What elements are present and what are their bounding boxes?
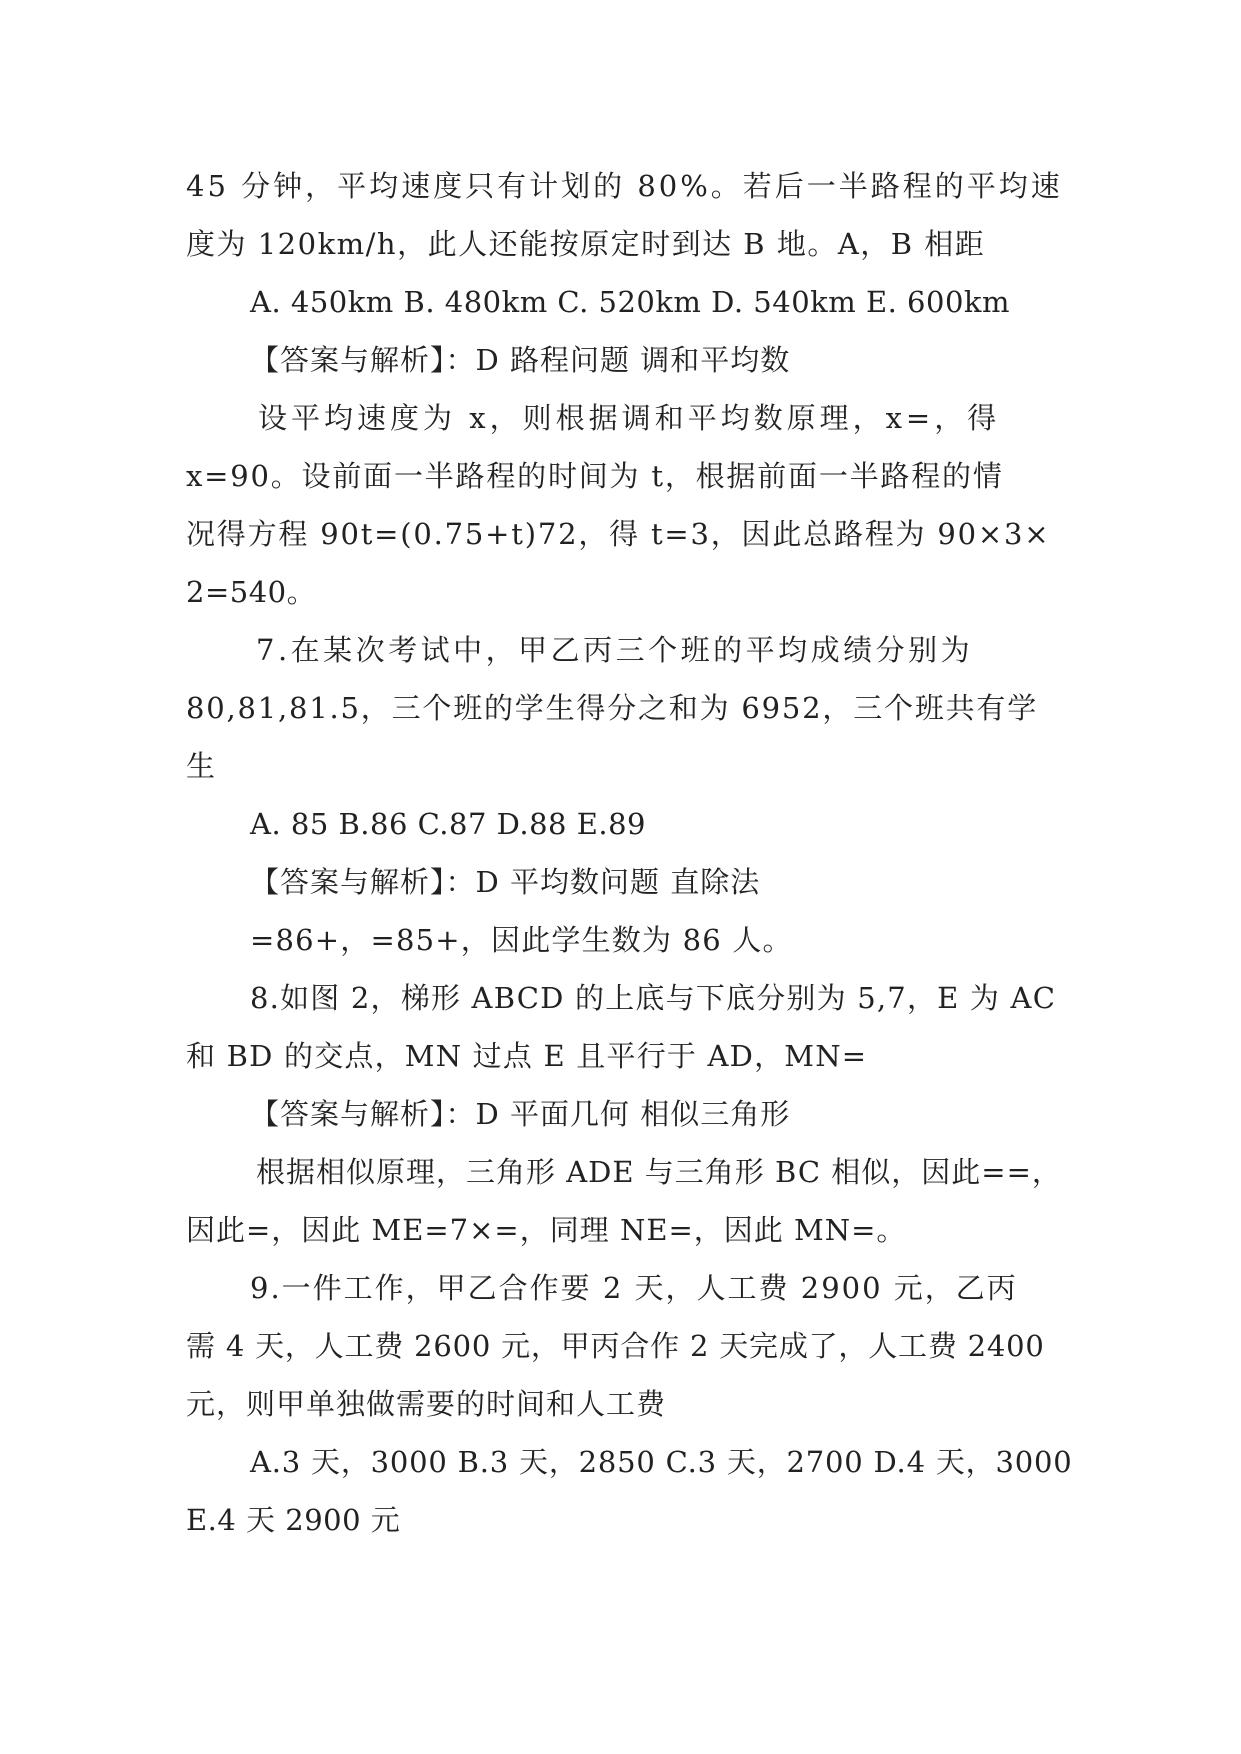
text-line: 设平均速度为 x，则根据调和平均数原理，x=，得 [258, 401, 1001, 435]
text-line: 80,81,81.5，三个班的学生得分之和为 6952，三个班共有学 [186, 691, 1039, 725]
answer-options: A. 450km B. 480km C. 520km D. 540km E. 600km [250, 285, 1010, 319]
text-line: x=90。设前面一半路程的时间为 t，根据前面一半路程的情 [186, 459, 1004, 493]
text-line: 度为 120km/h，此人还能按原定时到达 B 地。A，B 相距 [186, 227, 986, 261]
question-8: 8.如图 2，梯形 ABCD 的上底与下底分别为 5,7，E 为 AC [250, 981, 1057, 1015]
text-line: 因此=，因此 ME=7×=，同理 NE=，因此 MN=。 [186, 1213, 907, 1247]
text-line: 根据相似原理，三角形 ADE 与三角形 BC 相似，因此==， [256, 1155, 1062, 1189]
answer-heading: 【答案与解析】：D 平均数问题 直除法 [250, 865, 761, 899]
text-line: 生 [186, 749, 216, 783]
text-line: 况得方程 90t=(0.75+t)72，得 t=3，因此总路程为 90×3× [186, 517, 1051, 551]
question-9: 9.一件工作，甲乙合作要 2 天，人工费 2900 元，乙丙 [250, 1271, 1018, 1305]
text-line: 2=540。 [186, 575, 317, 609]
text-line: 元，则甲单独做需要的时间和人工费 [186, 1387, 667, 1421]
text-line: 需 4 天，人工费 2600 元，甲丙合作 2 天完成了，人工费 2400 [186, 1329, 1045, 1363]
answer-options: A. 85 B.86 C.87 D.88 E.89 [250, 807, 646, 841]
answer-heading: 【答案与解析】：D 路程问题 调和平均数 [250, 343, 791, 377]
answer-options: A.3 天，3000 B.3 天，2850 C.3 天，2700 D.4 天，3000 [250, 1445, 1073, 1479]
text-line: =86+，=85+，因此学生数为 86 人。 [250, 923, 793, 957]
text-line: 和 BD 的交点，MN 过点 E 且平行于 AD，MN= [186, 1039, 868, 1073]
answer-heading: 【答案与解析】：D 平面几何 相似三角形 [250, 1097, 791, 1131]
question-7: 7.在某次考试中，甲乙丙三个班的平均成绩分别为 [256, 633, 974, 667]
answer-options: E.4 天 2900 元 [186, 1503, 401, 1537]
text-line: 45 分钟，平均速度只有计划的 80%。若后一半路程的平均速 [186, 169, 1063, 203]
